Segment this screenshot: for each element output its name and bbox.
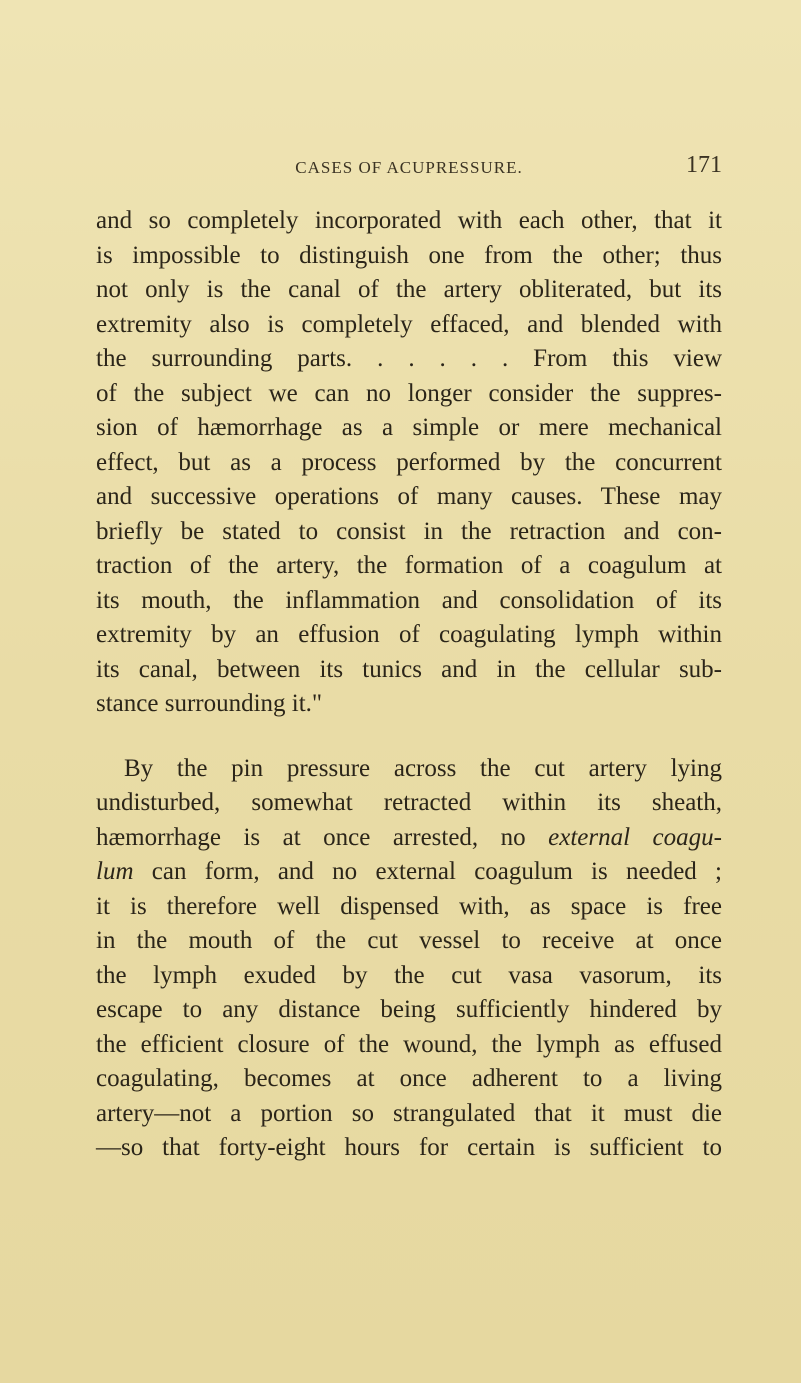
text-line: effect, but as a process performed by the concurrent [96,448,722,476]
text-line: its canal, between its tunics and in the cellular sub- [96,655,722,683]
italic-phrase: external coagu- [548,823,722,851]
text-line: and so completely incorporated with each other, that it [96,207,722,234]
text-line: of the subject we can no longer consider the suppres- [96,379,722,407]
running-title: CASES OF ACUPRESSURE. [295,158,523,177]
italic-phrase: lum [96,858,134,885]
running-head [96,152,722,182]
text-line: undisturbed, somewhat retracted within its sheath, [96,789,722,816]
text-line: extremity also is completely effaced, and blended with [96,310,722,338]
text-line: traction of the artery, the formation of a coagulum at [96,552,722,579]
text-fragment: hæmorrhage is at once arrested, no [96,823,549,851]
body-text [96,204,722,1166]
text-line: sion of hæmorrhage as a simple or mere mechanical [96,414,722,441]
text-line: in the mouth of the cut vessel to receive at once [96,927,722,954]
text-line: briefly be stated to consist in the retraction and con- [96,517,722,545]
paragraph-gap [96,722,722,752]
paragraph-2 [96,752,722,1166]
paragraph-1 [96,204,722,722]
text-line: extremity by an effusion of coagulating lymph within [96,621,722,648]
text-line [96,821,722,856]
text-line [96,855,722,890]
text-line: not only is the canal of the artery obliterated, but its [96,276,722,303]
text-line: stance surrounding it." [96,690,323,717]
text-line: it is therefore well dispensed with, as space is free [96,892,722,920]
text-line: the efficient closure of the wound, the lymph as effused [96,1030,722,1058]
text-line: —so that forty-eight hours for certain is sufficient to [96,1134,722,1161]
text-line: the surrounding parts. . . . . . From this view [96,345,722,372]
text-line: and successive operations of many causes. These may [96,483,722,510]
text-fragment: can form, and no external coagulum is needed ; [133,858,722,885]
text-line: By the pin pressure across the cut artery lying [124,754,722,782]
text-line: escape to any distance being sufficiently hindered by [96,996,722,1023]
text-line: its mouth, the inflammation and consolidation of its [96,586,722,614]
text-line: coagulating, becomes at once adherent to a living [96,1065,722,1092]
text-line: the lymph exuded by the cut vasa vasorum, its [96,961,722,989]
text-line: is impossible to distinguish one from the other; thus [96,241,722,269]
text-line: artery—not a portion so strangulated that it must die [96,1099,722,1127]
page-number: 171 [686,152,722,178]
